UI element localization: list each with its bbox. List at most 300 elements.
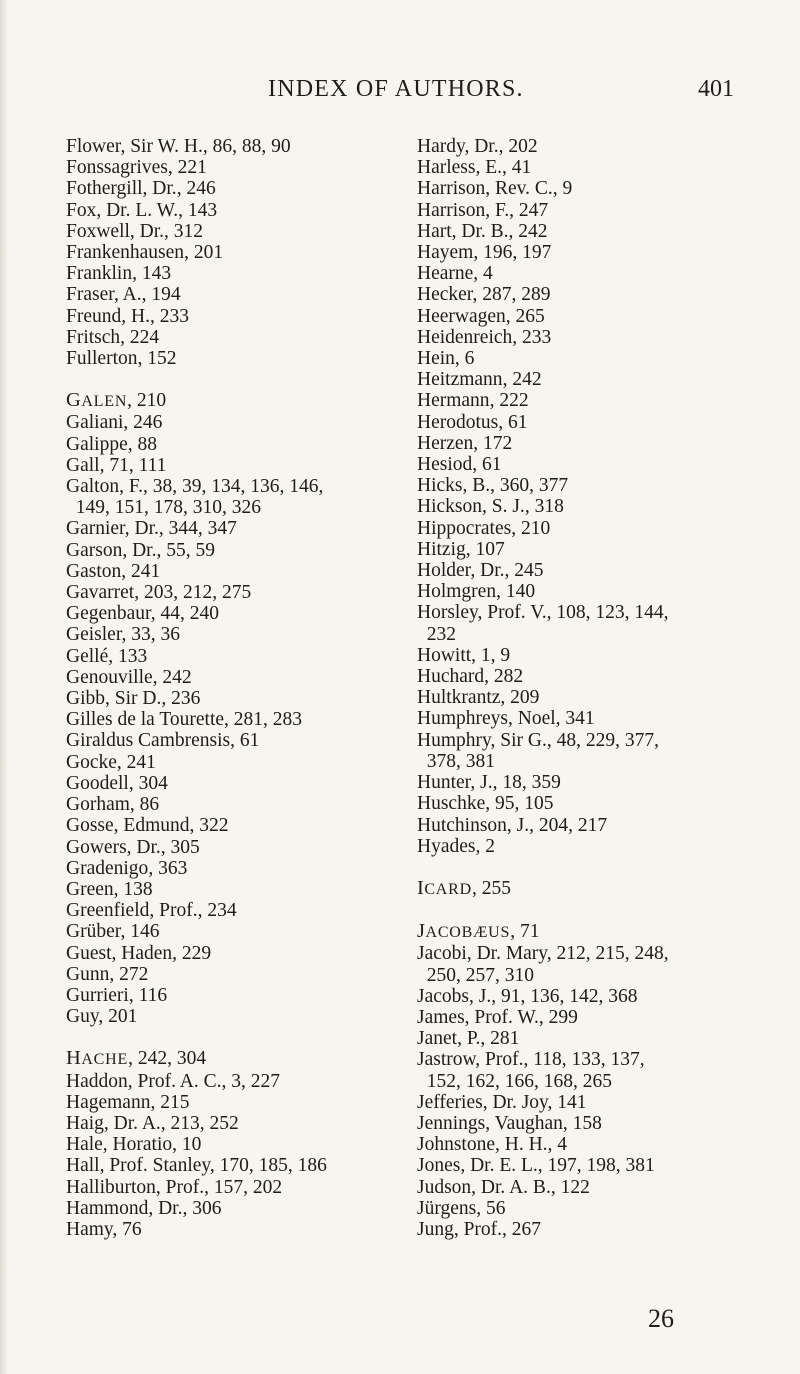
page-references: 86 [139, 794, 160, 816]
author-name: Galiani [66, 412, 124, 434]
author-name: Hyades [417, 835, 476, 857]
page-references: 143 [187, 199, 218, 221]
page-references: 9 [562, 178, 573, 200]
page-references: 282 [493, 666, 524, 688]
page-references: 265 [515, 305, 545, 327]
index-entry: Hesiod, 61 [417, 454, 502, 476]
index-entry: Jacobi, Dr. Mary, 212, 215, 248, [417, 943, 669, 965]
page-references: 172 [483, 432, 513, 454]
index-entry: Hickson, S. J., 318 [417, 496, 564, 518]
author-name: HACHE [66, 1047, 129, 1070]
author-name: Gavarret [66, 582, 135, 604]
page-references: 360, 377 [499, 475, 569, 497]
author-name: Hultkrantz [417, 687, 501, 709]
page-references: 197, 198, 381 [547, 1155, 655, 1177]
author-name: Gall [66, 454, 100, 476]
index-entry: Hitzig, 107 [417, 538, 505, 560]
index-entry: Freund, H., 233 [66, 305, 189, 327]
author-name: Gorham [66, 794, 130, 816]
index-entry: Guy, 201 [66, 1006, 138, 1028]
index-entry: Gavarret, 203, 212, 275 [66, 582, 252, 604]
page-references: 210 [520, 517, 551, 539]
author-name: Hale, Horatio [66, 1134, 173, 1156]
page-references: 3, 227 [231, 1070, 280, 1092]
author-name: Gosse, Edmund [66, 815, 190, 837]
author-name: Horsley, Prof. V. [417, 602, 547, 624]
index-entry: Heerwagen, 265 [417, 305, 545, 327]
page-references: 86, 88, 90 [212, 136, 291, 157]
author-name: Huschke [417, 793, 486, 815]
page-references: 61 [239, 730, 260, 752]
author-name: James, Prof. W. [417, 1006, 539, 1028]
index-entry: Haddon, Prof. A. C., 3, 227 [66, 1070, 280, 1092]
index-entry: Frankenhausen, 201 [66, 242, 224, 264]
index-entry: Jacobs, J., 91, 136, 142, 368 [417, 985, 638, 1007]
page-references: 242 [518, 220, 548, 242]
index-entry: JACOBÆUS, 71 [417, 920, 540, 943]
author-name: Heitzmann [417, 369, 503, 391]
page-references: 241 [131, 560, 161, 582]
author-name: Hicks, B. [417, 475, 491, 497]
index-entry: Hutchinson, J., 204, 217 [417, 814, 608, 836]
author-name: Haddon, Prof. A. C. [66, 1070, 222, 1092]
page-references: 18, 359 [502, 772, 561, 794]
author-name: Jacobi, Dr. Mary [417, 943, 547, 965]
author-name: Hayem [417, 242, 474, 264]
page-references: 234 [207, 900, 237, 922]
page-references: 209 [510, 687, 540, 709]
page-references: 55, 59 [166, 539, 215, 561]
page-references: 4 [483, 263, 493, 285]
index-section-gap [417, 857, 797, 878]
author-name: Judson, Dr. A. B. [417, 1176, 551, 1198]
page-references: 304 [138, 772, 168, 794]
index-entry-continuation: 149, 151, 178, 310, 326 [66, 497, 261, 519]
author-name: Heidenreich [417, 326, 513, 348]
author-name: Harrison, Rev. C. [417, 178, 553, 200]
author-name: Green [66, 878, 114, 900]
index-entry: Hamy, 76 [66, 1218, 142, 1240]
index-entry: Humphreys, Noel, 341 [417, 708, 595, 730]
index-entry: Hecker, 287, 289 [417, 284, 551, 306]
page-references: 201 [193, 242, 224, 264]
index-entry: Harrison, F., 247 [417, 199, 549, 221]
author-name: ICARD [417, 876, 472, 899]
index-entry: Fonssagrives, 221 [66, 157, 207, 179]
page-references: 152 [147, 348, 177, 370]
author-name: Hitzig [417, 538, 466, 560]
page-references: 10 [181, 1134, 202, 1156]
author-name: Halliburton, Prof. [66, 1176, 205, 1198]
page-references: 203, 212, 275 [143, 582, 252, 604]
author-name: Gurrieri [66, 984, 129, 1006]
page-references: 318 [534, 496, 564, 518]
index-entry: Grüber, 146 [66, 921, 160, 943]
index-entry: Garson, Dr., 55, 59 [66, 539, 215, 561]
index-entry: Greenfield, Prof., 234 [66, 900, 237, 922]
author-name: Hart, Dr. B. [417, 220, 509, 242]
author-name: Harless, E. [417, 157, 503, 179]
author-name: Fox, Dr. L. W. [66, 199, 179, 221]
page-references: 229 [181, 942, 212, 964]
author-name: Guy [66, 1006, 99, 1028]
author-name: Hermann [417, 390, 490, 412]
index-entry: Fritsch, 224 [66, 326, 160, 348]
index-entry-continuation: 250, 257, 310 [417, 964, 534, 986]
page-references: 344, 347 [168, 518, 237, 540]
author-name: Jacobs, J. [417, 985, 492, 1007]
page-references: 255 [481, 877, 511, 899]
index-entry: Hermann, 222 [417, 390, 529, 412]
page-number: 401 [698, 76, 734, 102]
author-name: Jennings, Vaughan [417, 1112, 563, 1134]
page-references: 246 [186, 178, 216, 200]
author-name: Hearne [417, 263, 474, 285]
index-entry: Hultkrantz, 209 [417, 687, 540, 709]
index-entry: Fraser, A., 194 [66, 284, 181, 306]
index-entry: Horsley, Prof. V., 108, 123, 144, [417, 602, 669, 624]
page-references: 95, 105 [494, 793, 554, 815]
index-entry: Gorham, 86 [66, 794, 160, 816]
author-name: Harrison, F. [417, 199, 510, 221]
author-name: Guest, Haden [66, 942, 173, 964]
page-references: 146 [130, 921, 160, 943]
page-references: 2 [485, 835, 495, 857]
author-name: Gilles de la Tourette [66, 709, 225, 731]
index-entry: GALEN, 210 [66, 389, 167, 412]
author-name: Garson, Dr. [66, 539, 157, 561]
index-entry: Judson, Dr. A. B., 122 [417, 1176, 590, 1198]
index-entry: Jastrow, Prof., 118, 133, 137, [417, 1049, 645, 1071]
page-references: 196, 197 [483, 242, 552, 264]
author-name: Gellé [66, 645, 109, 667]
index-entry: Galiani, 246 [66, 412, 163, 434]
page-references: 204, 217 [538, 814, 608, 836]
page-references: 44, 240 [160, 603, 220, 625]
author-name: Foxwell, Dr. [66, 220, 165, 242]
page-references: 233 [159, 305, 189, 327]
author-name: Hippocrates [417, 517, 512, 539]
page-references: 287, 289 [482, 284, 551, 306]
page-references: 215 [160, 1091, 190, 1113]
index-entry: Haig, Dr. A., 213, 252 [66, 1112, 239, 1134]
index-entry: Harless, E., 41 [417, 157, 532, 179]
index-entry: Gibb, Sir D., 236 [66, 688, 201, 710]
author-name: Gradenigo [66, 857, 149, 879]
index-entry: Hammond, Dr., 306 [66, 1197, 222, 1219]
page-references: 56 [485, 1197, 506, 1219]
index-entry: Janet, P., 281 [417, 1028, 520, 1050]
page-references: 38, 39, 134, 136, 146, [152, 476, 324, 498]
author-name: Herodotus [417, 411, 499, 433]
page-references: 213, 252 [170, 1112, 239, 1134]
index-entry: Heitzmann, 242 [417, 369, 542, 391]
index-entry: Harrison, Rev. C., 9 [417, 178, 573, 200]
author-name: Giraldus Cambrensis [66, 730, 231, 752]
index-entry: Garnier, Dr., 344, 347 [66, 518, 237, 540]
index-entry: Fullerton, 152 [66, 348, 177, 370]
index-entry: HACHE, 242, 304 [66, 1047, 207, 1070]
index-entry: Gurrieri, 116 [66, 984, 168, 1006]
index-entry: Gall, 71, 111 [66, 454, 167, 476]
page-references: 140 [505, 581, 536, 603]
author-name: Fritsch [66, 326, 121, 348]
index-entry: Jones, Dr. E. L., 197, 198, 381 [417, 1155, 655, 1177]
index-entry: Herzen, 172 [417, 432, 513, 454]
index-entry: Fothergill, Dr., 246 [66, 178, 216, 200]
index-entry: Guest, Haden, 229 [66, 942, 212, 964]
author-name: Humphry, Sir G. [417, 729, 547, 751]
author-name: Gaston [66, 560, 122, 582]
index-entry: Flower, Sir W. H., 86, 88, 90 [66, 136, 291, 157]
index-entry: Jefferies, Dr. Joy, 141 [417, 1091, 587, 1113]
index-entry: James, Prof. W., 299 [417, 1006, 578, 1028]
index-entry: Jung, Prof., 267 [417, 1218, 542, 1240]
page-references: 157, 202 [213, 1176, 283, 1198]
index-entry: Howitt, 1, 9 [417, 644, 511, 666]
page-references: 1, 9 [480, 644, 511, 666]
index-entry: Gaston, 241 [66, 560, 161, 582]
author-name: Genouville [66, 666, 153, 688]
index-entry-continuation: 232 [417, 623, 456, 645]
author-name: Fothergill, Dr. [66, 178, 177, 200]
index-entry: Gellé, 133 [66, 645, 148, 667]
page-references: 116 [138, 984, 168, 1006]
author-name: Flower, Sir W. H. [66, 136, 203, 157]
author-name: Jones, Dr. E. L. [417, 1155, 538, 1177]
author-name: Johnstone, H. H. [417, 1134, 548, 1156]
author-name: Franklin [66, 263, 133, 285]
page-references: 245 [514, 560, 544, 582]
author-name: Haig, Dr. A. [66, 1112, 161, 1134]
index-entry: Herodotus, 61 [417, 411, 528, 433]
index-entry: Giraldus Cambrensis, 61 [66, 730, 260, 752]
page-references: 143 [141, 263, 172, 285]
author-name: Heerwagen [417, 305, 506, 327]
index-entry: Gowers, Dr., 305 [66, 836, 200, 858]
index-column-left [66, 136, 426, 1240]
index-entry: Goodell, 304 [66, 772, 168, 794]
index-entry: Hayem, 196, 197 [417, 242, 552, 264]
index-entry: Hart, Dr. B., 242 [417, 220, 548, 242]
page-references: 201 [108, 1006, 138, 1028]
author-name: Geisler [66, 624, 122, 646]
page-references: 108, 123, 144, [556, 602, 669, 624]
index-entry: Genouville, 242 [66, 666, 192, 688]
index-entry: Franklin, 143 [66, 263, 172, 285]
author-name: Freund, H. [66, 305, 150, 327]
author-name: Hagemann [66, 1091, 151, 1113]
author-name: Galton, F. [66, 476, 143, 498]
index-entry: Hyades, 2 [417, 835, 495, 857]
index-entry: Geisler, 33, 36 [66, 624, 181, 646]
index-entry: Holder, Dr., 245 [417, 560, 544, 582]
page-references: 212, 215, 248, [556, 943, 669, 965]
author-name: Goodell [66, 772, 129, 794]
page-references: 246 [133, 412, 163, 434]
author-name: Jung, Prof. [417, 1218, 503, 1240]
author-name: Garnier, Dr. [66, 518, 159, 540]
author-name: Hall, Prof. Stanley [66, 1155, 210, 1177]
author-name: Hecker [417, 284, 473, 306]
page-references: 241 [126, 751, 156, 773]
author-name: Gegenbaur [66, 603, 151, 625]
page-references: 312 [173, 220, 204, 242]
page-references: 210 [136, 390, 167, 412]
page-references: 141 [557, 1091, 587, 1113]
page-references: 107 [475, 538, 505, 560]
author-name: Hutchinson, J. [417, 814, 530, 836]
page-references: 48, 229, 377, [556, 729, 659, 751]
index-entry: Green, 138 [66, 878, 153, 900]
page-references: 281 [490, 1028, 520, 1050]
index-entry: Foxwell, Dr., 312 [66, 220, 204, 242]
index-entry: Holmgren, 140 [417, 581, 536, 603]
page-references: 91, 136, 142, 368 [500, 985, 638, 1007]
page-references: 41 [511, 157, 532, 179]
page-references: 224 [129, 326, 160, 348]
page-references: 236 [171, 688, 201, 710]
index-entry: Gosse, Edmund, 322 [66, 815, 229, 837]
page-references: 170, 185, 186 [219, 1155, 327, 1177]
author-name: Huchard [417, 666, 485, 688]
index-entry-continuation: 152, 162, 166, 168, 265 [417, 1070, 612, 1092]
author-name: GALEN [66, 389, 128, 412]
index-entry: Gilles de la Tourette, 281, 283 [66, 709, 303, 731]
author-name: Fullerton [66, 348, 138, 370]
page-references: 202 [508, 136, 538, 157]
index-entry: Galton, F., 38, 39, 134, 136, 146, [66, 476, 324, 498]
index-entry: Jürgens, 56 [417, 1197, 506, 1219]
author-name: Humphreys, Noel [417, 708, 556, 730]
author-name: JACOBÆUS [417, 920, 511, 943]
signature-mark: 26 [648, 1304, 674, 1333]
page-references: 322 [199, 815, 229, 837]
index-entry-continuation: 378, 381 [417, 750, 495, 772]
index-entry: Hall, Prof. Stanley, 170, 185, 186 [66, 1155, 327, 1177]
index-section-gap [66, 1027, 426, 1048]
index-entry: Huchard, 282 [417, 666, 524, 688]
page-references: 363 [158, 857, 188, 879]
author-name: Fonssagrives [66, 157, 168, 179]
page-references: 242, 304 [137, 1048, 207, 1070]
page-references: 71 [519, 921, 540, 943]
author-name: Hein [417, 348, 455, 370]
page-references: 61 [508, 411, 528, 433]
author-name: Grüber [66, 921, 121, 943]
page-references: 138 [123, 878, 153, 900]
page-references: 305 [170, 836, 200, 858]
index-entry: Hagemann, 215 [66, 1091, 190, 1113]
index-entry: Hunter, J., 18, 359 [417, 772, 561, 794]
page-references: 247 [518, 199, 549, 221]
page-references: 242 [512, 369, 542, 391]
index-entry: Hale, Horatio, 10 [66, 1134, 202, 1156]
author-name: Gibb, Sir D. [66, 688, 162, 710]
index-entry: Gunn, 272 [66, 963, 149, 985]
running-header [0, 76, 800, 106]
author-name: Hammond, Dr. [66, 1197, 183, 1219]
page-references: 272 [119, 963, 149, 985]
index-entry: Heidenreich, 233 [417, 326, 552, 348]
index-entry: Galippe, 88 [66, 433, 157, 455]
index-entry: Humphry, Sir G., 48, 229, 377, [417, 729, 659, 751]
page-references: 194 [151, 284, 181, 306]
page-references: 6 [464, 348, 475, 370]
author-name: Hamy [66, 1218, 113, 1240]
page-references: 222 [499, 390, 529, 412]
page-references: 242 [162, 666, 192, 688]
page-references: 221 [177, 157, 207, 179]
index-entry: Halliburton, Prof., 157, 202 [66, 1176, 283, 1198]
page-references: 61 [482, 454, 502, 476]
page-references: 281, 283 [233, 709, 303, 731]
author-name: Jefferies, Dr. Joy [417, 1091, 548, 1113]
index-entry: ICARD, 255 [417, 876, 511, 899]
index-section-gap [66, 369, 426, 390]
page-references: 33, 36 [131, 624, 181, 646]
author-name: Gowers, Dr. [66, 836, 161, 858]
author-name: Hickson, S. J. [417, 496, 525, 518]
page-references: 233 [522, 326, 552, 348]
page-references: 88 [137, 433, 157, 455]
author-name: Howitt [417, 644, 472, 666]
index-entry: Hardy, Dr., 202 [417, 136, 538, 157]
index-entry: Hein, 6 [417, 348, 475, 370]
page-references: 306 [192, 1197, 222, 1219]
author-name: Jürgens [417, 1197, 477, 1219]
index-entry: Fox, Dr. L. W., 143 [66, 199, 218, 221]
index-entry: Gradenigo, 363 [66, 857, 188, 879]
page-references: 122 [560, 1176, 590, 1198]
index-entry: Jennings, Vaughan, 158 [417, 1112, 602, 1134]
author-name: Holmgren [417, 581, 497, 603]
page-references: 71, 111 [109, 454, 167, 476]
author-name: Hunter, J. [417, 772, 493, 794]
author-name: Hesiod [417, 454, 473, 476]
author-name: Frankenhausen [66, 242, 185, 264]
index-entry: Hearne, 4 [417, 263, 493, 285]
header-title: INDEX OF AUTHORS. [268, 76, 524, 102]
index-entry: Johnstone, H. H., 4 [417, 1134, 568, 1156]
page-references: 118, 133, 137, [533, 1049, 645, 1071]
index-entry: Huschke, 95, 105 [417, 793, 554, 815]
index-section-gap [417, 900, 797, 921]
page-references: 4 [557, 1134, 568, 1156]
author-name: Greenfield, Prof. [66, 900, 198, 922]
author-name: Gunn [66, 963, 110, 985]
page-references: 299 [548, 1006, 578, 1028]
index-column-right [417, 136, 797, 1240]
author-name: Jastrow, Prof. [417, 1049, 524, 1071]
index-entry: Hippocrates, 210 [417, 517, 551, 539]
page-references: 76 [122, 1218, 142, 1240]
page-references: 341 [565, 708, 595, 730]
author-name: Fraser, A. [66, 284, 142, 306]
page-references: 158 [572, 1112, 602, 1134]
page-references: 267 [511, 1218, 542, 1240]
index-entry: Gegenbaur, 44, 240 [66, 603, 220, 625]
author-name: Herzen [417, 432, 474, 454]
index-entry: Hicks, B., 360, 377 [417, 475, 569, 497]
page-binding-shadow [0, 0, 8, 1374]
author-name: Gocke [66, 751, 117, 773]
author-name: Galippe [66, 433, 128, 455]
index-entry: Gocke, 241 [66, 751, 156, 773]
author-name: Holder, Dr. [417, 560, 505, 582]
author-name: Janet, P. [417, 1028, 481, 1050]
author-name: Hardy, Dr. [417, 136, 499, 157]
